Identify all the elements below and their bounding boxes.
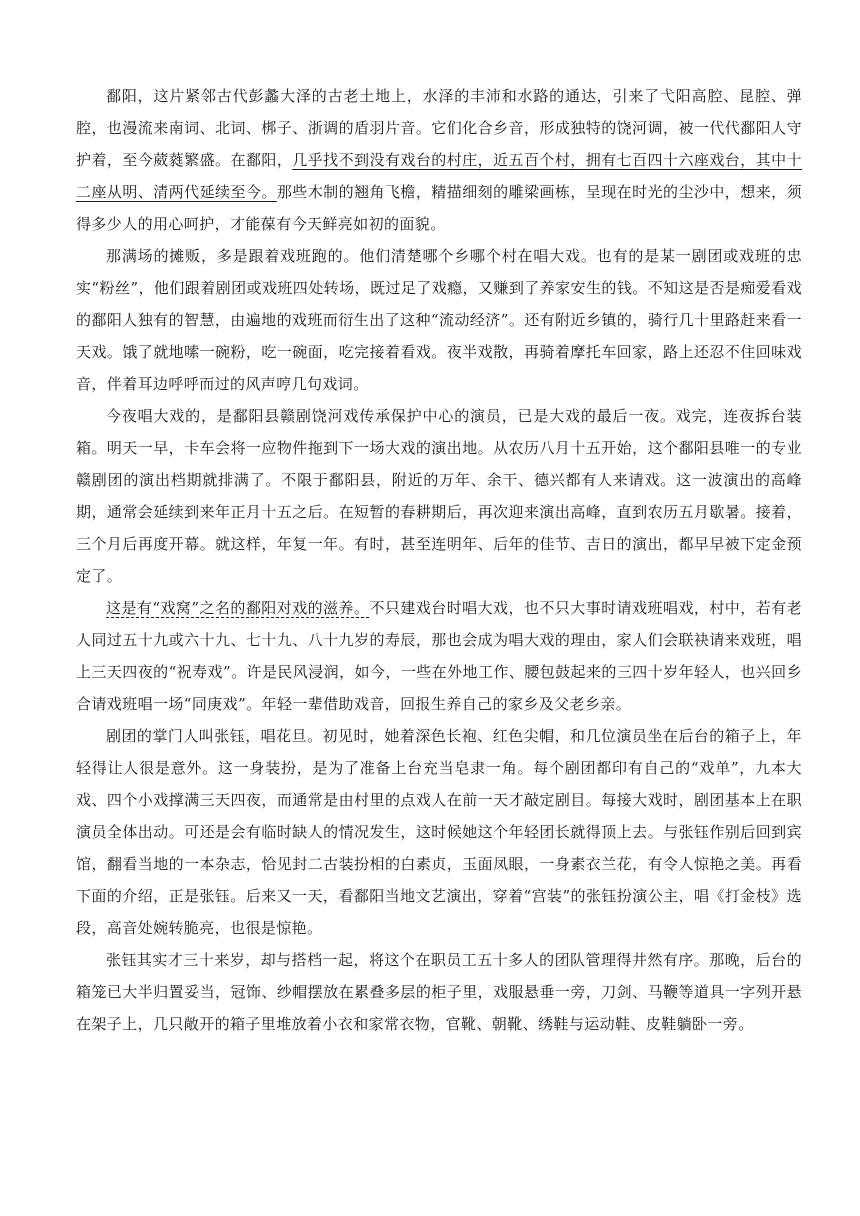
article-body: [76, 80, 802, 1040]
paragraph-4-text-end: 不只建戏台时唱大戏，也不只大事时请戏班唱戏，村中，若有老人同过五十九或六十九、七十九、八十九岁的寿辰，那也会成为唱大戏的理由，家人们会联袂请来戏班，唱上三天四夜的“祝寿戏”。许是民风浸润，如今，一些在外地工作、腰包鼓起来的三四十岁年轻人，也兴回乡合请戏班唱一场“同庚戏”。年轻一辈借助戏音，回报生养自己的家乡及父老乡亲。: [76, 599, 803, 713]
paragraph-1-text-start: 鄱阳，这片紧邻古代彭蠡大泽的古老土地上，水泽的丰沛和水路的通达，引来了弋阳高腔、昆腔、弹腔，也漫流来南词、北词、梆子、浙调的盾羽片音。它们化合乡音，形成独特的饶河调，被一代代鄱阳人守护着，至今葳蕤繁盛。在鄱阳，: [76, 87, 802, 169]
paragraph-2: 那满场的摊贩，多是跟着戏班跑的。他们清楚哪个乡哪个村在唱大戏。也有的是某一剧团或戏班的忠实“粉丝”，他们跟着剧团或戏班四处转场，既过足了戏瘾，又赚到了养家安生的钱。不知这是否是痴爱看戏的鄱阳人独有的智慧，由遍地的戏班而衍生出了这种“流动经济”。还有附近乡镇的，骑行几十里路赶来看一天戏。饿了就地嗦一碗粉，吃一碗面，吃完接着看戏。夜半戏散，再骑着摩托车回家，路上还忍不住回味戏音，伴着耳边呼呼而过的风声哼几句戏词。: [76, 247, 802, 393]
paragraph-4-underlined-sentence: 这是有“戏窝”之名的鄱阳对戏的滋养。: [106, 599, 370, 617]
paragraph-3: 今夜唱大戏的，是鄱阳县赣剧饶河戏传承保护中心的演员，已是大戏的最后一夜。戏完，连夜拆台装箱。明天一早，卡车会将一应物件拖到下一场大戏的演出地。从农历八月十五开始，这个鄱阳县唯一的专业赣剧团的演出档期就排满了。不限于鄱阳县，附近的万年、余干、德兴都有人来请戏。这一波演出的高峰期，通常会延续到来年正月十五之后。在短暂的春耕期后，再次迎来演出高峰，直到农历五月歇暑。接着，三个月后再度开幕。就这样，年复一年。有时，甚至连明年、后年的佳节、吉日的演出，都早早被下定金预定了。: [76, 407, 802, 585]
paragraph-5: 剧团的掌门人叫张钰，唱花旦。初见时，她着深色长袍、红色尖帽，和几位演员坐在后台的箱子上，年轻得让人很是意外。这一身装扮，是为了准备上台充当皂隶一角。每个剧团都印有自己的“戏单”，九本大戏、四个小戏撑满三天四夜，而通常是由村里的点戏人在前一天才敲定剧目。每接大戏时，剧团基本上在职演员全体出动。可还是会有临时缺人的情况发生，这时候她这个年轻团长就得顶上去。与张钰作别后回到宾馆，翻看当地的一本杂志，恰见封二古装扮相的白素贞，玉面凤眼，一身素衣兰花，有令人惊艳之美。再看下面的介绍，正是张钰。后来又一天，看鄱阳当地文艺演出，穿着“宫装”的张钰扮演公主，唱《打金枝》选段，高音处婉转脆亮，也很是惊艳。: [76, 727, 802, 937]
paragraph-6: 张钰其实才三十来岁，却与搭档一起，将这个在职员工五十多人的团队管理得井然有序。那晚，后台的箱笼已大半归置妥当，冠饰、纱帽摆放在累叠多层的柜子里，戏服悬垂一旁，刀剑、马鞭等道具一字列开悬在架子上，几只敞开的箱子里堆放着小衣和家常衣物，官靴、朝靴、绣鞋与运动鞋、皮鞋躺卧一旁。: [76, 951, 802, 1033]
paragraph-1-text-end: 那些木制的翘角飞檐，精描细刻的雕梁画栋，呈现在时光的尘沙中，想来，须得多少人的用心呵护，才能葆有今天鲜亮如初的面貌。: [76, 183, 803, 233]
paragraph-1: [76, 80, 802, 240]
paragraph-1-underlined-sentence: 几乎找不到没有戏台的村庄，近五百个村，拥有七百四十六座戏台，其中十二座从明、清两代延续至今。: [76, 151, 802, 201]
paragraph-4: [76, 592, 802, 720]
